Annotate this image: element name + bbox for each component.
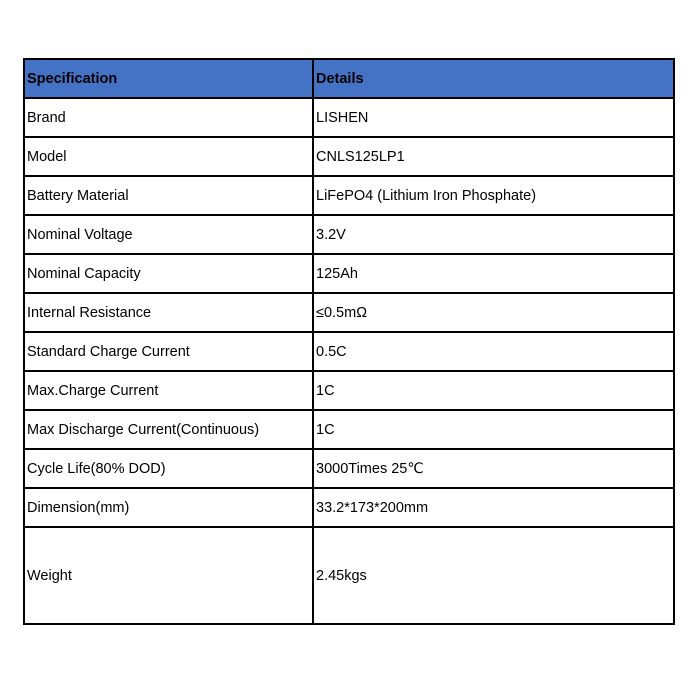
spec-cell: Max Discharge Current(Continuous): [24, 410, 313, 449]
spec-cell: Nominal Capacity: [24, 254, 313, 293]
detail-cell: LiFePO4 (Lithium Iron Phosphate): [313, 176, 674, 215]
table-row: [24, 293, 674, 332]
table-row: [24, 527, 674, 624]
detail-cell: CNLS125LP1: [313, 137, 674, 176]
table-row: [24, 371, 674, 410]
table-row: [24, 98, 674, 137]
detail-cell: ≤0.5mΩ: [313, 293, 674, 332]
table-row: [24, 449, 674, 488]
table-header-row: [24, 59, 674, 98]
header-details: Details: [313, 59, 674, 98]
detail-cell: 0.5C: [313, 332, 674, 371]
detail-cell: 1C: [313, 371, 674, 410]
detail-cell: 2.45kgs: [313, 527, 674, 624]
table-row: [24, 137, 674, 176]
table-row: [24, 176, 674, 215]
detail-cell: 3000Times 25℃: [313, 449, 674, 488]
spec-cell: Dimension(mm): [24, 488, 313, 527]
spec-cell: Max.Charge Current: [24, 371, 313, 410]
spec-cell: Internal Resistance: [24, 293, 313, 332]
spec-cell: Model: [24, 137, 313, 176]
spec-cell: Nominal Voltage: [24, 215, 313, 254]
table-row: [24, 488, 674, 527]
detail-cell: LISHEN: [313, 98, 674, 137]
spec-cell: Weight: [24, 527, 313, 624]
spec-table: [23, 58, 675, 625]
table-row: [24, 410, 674, 449]
detail-cell: 125Ah: [313, 254, 674, 293]
spec-cell: Standard Charge Current: [24, 332, 313, 371]
detail-cell: 1C: [313, 410, 674, 449]
header-specification: Specification: [24, 59, 313, 98]
table-row: [24, 332, 674, 371]
detail-cell: 3.2V: [313, 215, 674, 254]
table-row: [24, 215, 674, 254]
spec-cell: Battery Material: [24, 176, 313, 215]
detail-cell: 33.2*173*200mm: [313, 488, 674, 527]
spec-cell: Brand: [24, 98, 313, 137]
table-row: [24, 254, 674, 293]
spec-cell: Cycle Life(80% DOD): [24, 449, 313, 488]
